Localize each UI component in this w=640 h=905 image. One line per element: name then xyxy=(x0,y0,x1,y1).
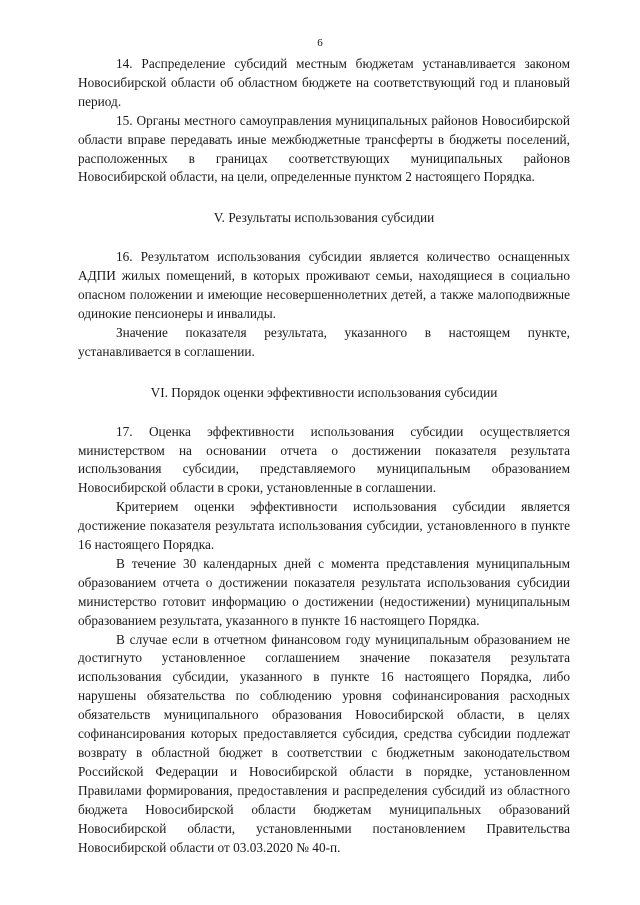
paragraph-17-deadline: В течение 30 календарных дней с момента представления муниципальным образованием отчета о достижении показателя результата использования субсидии министерство готовит информацию о достижении (недостижении) муниципальным образованием результата, указанного в пункте 16 настоящего Порядка. xyxy=(78,555,570,628)
section-heading-evaluation: VI. Порядок оценки эффективности использования субсидии xyxy=(150,384,498,400)
paragraph-17-criterion: Критерием оценки эффективности использования субсидии является достижение показателя результата использования субсидии, установленного в пункте 16 настоящего Порядка. xyxy=(78,499,570,553)
paragraph-17-refund: В случае если в отчетном финансовом году муниципальным образованием не достигнуто установленное соглашением значение показателя результата использования субсидии, указанного в пункте 16 настоящего Порядка, либо нарушены обязательства по соблюдению уровня софинансирования расходных обязательств муниципального образования Новосибирской области, в целях софинансирования которых предоставляется субсидия, средства субсидии подлежат возврату в областной бюджет в соответствии с бюджетным законодательством Российской Федерации и Новосибирской области в порядке, установленном Правилами формирования, предоставления и распределения субсидий из областного бюджета Новосибирской области бюджетам муниципальных образований Новосибирской области, установленными постановлением Правительства Новосибирской области от 03.03.2020 № 40-п. xyxy=(78,631,570,855)
paragraph-16-value: Значение показателя результата, указанного в настоящем пункте, устанавливается в соглашении. xyxy=(78,324,570,359)
section-heading-results: V. Результаты использования субсидии xyxy=(213,210,435,226)
paragraph-17: 17. Оценка эффективности использования субсидии осуществляется министерством на основании отчета о достижении показателя результата использования субсидии, представляемого муниципальным образованием Новосибирской области в сроки, установленные в соглашении. xyxy=(78,423,570,496)
paragraph-16: 16. Результатом использования субсидии является количество оснащенных АДПИ жилых помещений, в которых проживают семьи, находящиеся в социально опасном положении и имеющие несовершеннолетних детей, а также малоподвижные одинокие пенсионеры и инвалиды. xyxy=(78,249,570,321)
spacer xyxy=(78,362,570,384)
spacer xyxy=(78,187,570,209)
paragraph-15: 15. Органы местного самоуправления муниципальных районов Новосибирской области вправе передавать иные межбюджетные трансферты в бюджеты поселений, расположенных в границах соответствующих муниципальных районов Новосибирской области, на цели, определенные пунктом 2 настоящего Порядка. xyxy=(78,112,570,185)
document-body xyxy=(78,55,570,857)
paragraph-14: 14. Распределение субсидий местным бюджетам устанавливается законом Новосибирской области об областном бюджете на соответствующий год и плановый период. xyxy=(78,56,570,109)
spacer xyxy=(78,403,570,423)
page-number: 6 xyxy=(317,37,323,49)
spacer xyxy=(78,228,570,248)
